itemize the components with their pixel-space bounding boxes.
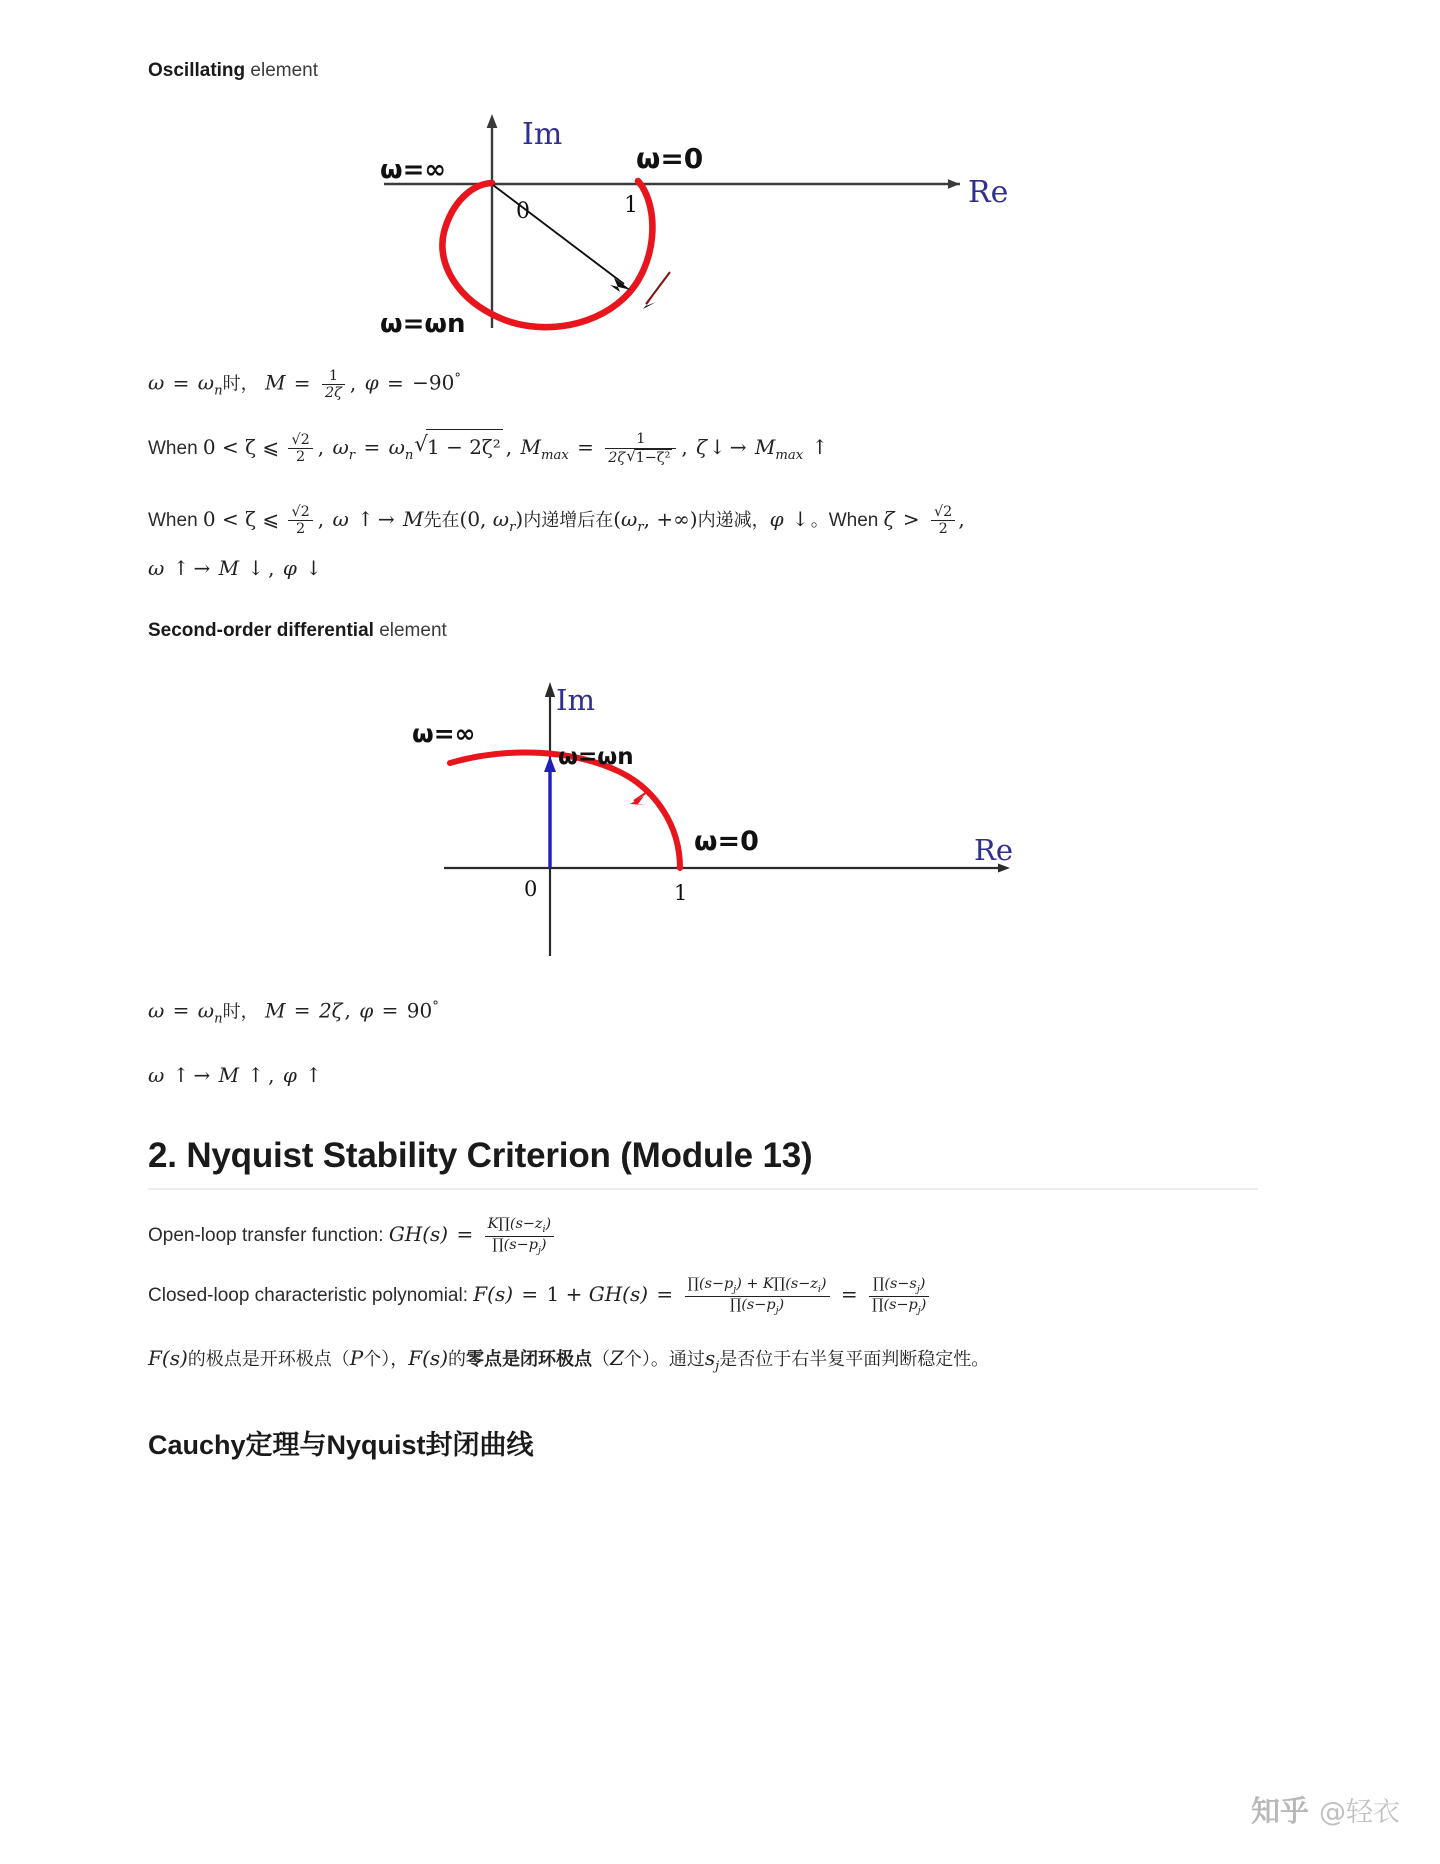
- f2-radical: [414, 429, 502, 464]
- closed-loop-fraction-2: [869, 1276, 929, 1316]
- pz-s1: (s): [161, 1346, 188, 1371]
- f3-line2-up: ↑: [166, 555, 190, 580]
- closed-loop-f1-den-sub: j: [775, 1304, 779, 1316]
- s2f2-phi: φ: [282, 1063, 297, 1088]
- pz-F2: F: [408, 1346, 423, 1371]
- nyquist-stability-criterion-heading: 2. Nyquist Stability Criterion (Module 13): [148, 1134, 1258, 1190]
- pz-sj-sub: j: [715, 1359, 720, 1375]
- open-loop-num: [485, 1216, 555, 1236]
- s2f2-comma: ,: [268, 1063, 281, 1088]
- pz-text5: 个）。通过: [623, 1349, 705, 1371]
- open-loop-den-close: ): [540, 1236, 547, 1253]
- f1-M-frac-num: 1: [328, 368, 338, 385]
- pz-F1: F: [148, 1346, 162, 1371]
- f1-phi-val: −90: [412, 370, 455, 395]
- f1-comma: ,: [349, 370, 363, 395]
- f3-line2-phi: φ: [282, 555, 297, 580]
- formula-resonant-peak: [148, 429, 1258, 473]
- s2f1-omega-n: ω: [197, 998, 215, 1023]
- closed-loop-one-plus: 1 +: [546, 1282, 589, 1307]
- f3-line2-implies: →: [193, 555, 217, 580]
- f3-interval2-open: (: [613, 506, 622, 531]
- s2f2-up1: ↑: [166, 1063, 190, 1088]
- f3-line2-M: M: [218, 555, 240, 580]
- f1-m-eq: =: [287, 370, 317, 395]
- f2-Mmax-sub: max: [540, 447, 569, 463]
- poles-zeros-explanation-paragraph: [148, 1338, 1258, 1387]
- s2f1-omega-n-sub: n: [214, 1011, 223, 1027]
- f2-omega-r-sub: r: [348, 447, 356, 463]
- f1-phi-eq: =: [380, 370, 411, 395]
- f2-radicand: 1 − 2ζ²: [426, 429, 503, 464]
- s2f2-implies: →: [193, 1063, 217, 1088]
- f3-down1: ↓: [785, 506, 809, 531]
- f1-cjk-shi: 时，: [222, 373, 259, 395]
- open-loop-transfer-function-line: [148, 1212, 1258, 1256]
- zhihu-logo: 知乎: [1250, 1794, 1309, 1828]
- s2f1-comma: ,: [344, 998, 358, 1023]
- f3-sqrt2-over-2-b: [931, 504, 955, 537]
- closed-loop-f2-den-a: ∏(s−p: [872, 1296, 918, 1313]
- open-loop-den-prod: ∏: [492, 1236, 504, 1253]
- origin-label-2: 0: [524, 876, 538, 901]
- f2-c1: ,: [317, 434, 331, 459]
- f2-den-radical: [626, 449, 672, 466]
- f3-line2-down1: ↓: [241, 555, 265, 580]
- f3-omega: ω: [332, 506, 349, 531]
- pz-text1: 的极点是开环极点（: [187, 1349, 350, 1371]
- f3-cjk2: 内递增后在: [523, 509, 614, 531]
- origin-label-1: 0: [516, 199, 530, 224]
- f2-big-frac-den-prefix: 2ζ: [608, 449, 626, 466]
- closed-loop-f1-num-a: ∏(s−p: [687, 1276, 734, 1293]
- closed-loop-f2-den-end: ): [920, 1296, 927, 1313]
- figure-oscillating-nyquist: [340, 106, 1258, 346]
- s2f1-omega: ω: [148, 998, 165, 1023]
- f3-sqrt2-over-2: [288, 504, 312, 537]
- s2f1-M: M: [264, 998, 286, 1023]
- closed-loop-f2-num-a: ∏(s−s: [872, 1276, 917, 1293]
- s2f1-cjk-shi: 时，: [222, 1001, 259, 1023]
- open-loop-eq: =: [450, 1222, 480, 1247]
- f3-when: When: [148, 509, 203, 531]
- closed-loop-f2-den-sub: j: [917, 1304, 921, 1316]
- f2-frac-den: 2: [288, 448, 312, 465]
- f3-c1: ,: [317, 506, 331, 531]
- closed-loop-eq2: =: [650, 1282, 680, 1307]
- re-axis-arrowhead: [948, 179, 960, 189]
- f3-M: M: [403, 506, 424, 531]
- f2-sqrt2-over-2: [288, 432, 312, 465]
- closed-loop-f1-num-end: ): [820, 1276, 827, 1293]
- open-loop-num-rest: (s−z: [509, 1216, 543, 1233]
- f2-c2: ,: [505, 434, 519, 459]
- s2f2-up2: ↑: [241, 1063, 265, 1088]
- f3-frac2-den: 2: [931, 520, 955, 537]
- f2-c3: ,: [681, 434, 695, 459]
- f3-c2: ,: [958, 506, 965, 531]
- f3-cjk1: 先在: [423, 509, 460, 531]
- re-axis-label-1: Re: [968, 175, 1009, 210]
- pz-sj: s: [704, 1346, 716, 1371]
- omega-infinity-label-1: ω=∞: [380, 155, 447, 185]
- s2f2-omega: ω: [148, 1063, 165, 1088]
- im-axis-label-2: Im: [556, 682, 595, 717]
- oscillating-element-heading-rest: element: [245, 60, 319, 81]
- closed-loop-f2-num-sub: j: [916, 1284, 920, 1296]
- s2f1-phi: φ: [359, 998, 374, 1023]
- pz-text4: （: [592, 1349, 610, 1371]
- f2-den-radicand: 1−ζ²: [635, 449, 671, 466]
- f1-omega-n: ω: [197, 370, 215, 395]
- pz-text2: 个），: [363, 1349, 409, 1371]
- pz-text3: 的: [448, 1349, 466, 1371]
- f2-big-frac-num: 1: [636, 431, 646, 448]
- pz-Z: Z: [610, 1346, 624, 1371]
- f3-interval1-omega-r-sub: r: [509, 519, 516, 535]
- s2f1-m-eq: =: [287, 998, 317, 1023]
- open-loop-num-prod: ∏: [498, 1216, 510, 1233]
- open-loop-num-sub: i: [542, 1224, 546, 1236]
- direction-tick-line: [646, 272, 670, 304]
- f2-eq2: =: [570, 434, 601, 459]
- f3-frac-num: √2: [291, 504, 310, 521]
- f2-omega-r: ω: [332, 434, 349, 459]
- f1-degree: °: [454, 371, 461, 386]
- f3-interval1-omega-r: ω: [492, 506, 510, 531]
- f1-phi: φ: [364, 370, 379, 395]
- f1-omega: ω: [148, 370, 165, 395]
- open-loop-fraction: [485, 1216, 555, 1256]
- s2f1-phi-val: 90: [406, 998, 433, 1023]
- open-loop-GH: GH: [388, 1222, 423, 1247]
- closed-loop-GH-of-s: (s): [622, 1282, 649, 1307]
- f3-line2-down2: ↓: [298, 555, 323, 580]
- f2-range: 0 < ζ ⩽: [202, 434, 286, 459]
- closed-loop-f1-den-end: ): [778, 1296, 785, 1313]
- open-loop-num-close: ): [545, 1216, 552, 1233]
- f3-interval2-rest: , +∞): [643, 506, 698, 531]
- closed-loop-f1-num-sub2: i: [817, 1284, 821, 1296]
- f2-omega-n: ω: [388, 434, 405, 459]
- document-content: [148, 0, 1258, 1463]
- f2-omega-n-sub: n: [404, 447, 414, 463]
- f3-line2-omega: ω: [148, 555, 165, 580]
- s2f1-m-val: 2ζ: [318, 998, 343, 1023]
- open-loop-label: Open-loop transfer function:: [148, 1225, 389, 1247]
- f3-range: 0 < ζ ⩽: [202, 506, 286, 531]
- s2f1-phi-eq: =: [375, 998, 405, 1023]
- f3-gt: >: [896, 506, 926, 531]
- pz-P: P: [349, 1346, 364, 1371]
- closed-loop-fraction-1: [685, 1276, 830, 1316]
- f3-frac-den: 2: [288, 520, 312, 537]
- omega-infinity-label-2: ω=∞: [412, 718, 476, 748]
- f2-Mmax2: M: [754, 434, 776, 459]
- f2-eq1: =: [357, 434, 387, 459]
- closed-loop-f1-num-mid: ) + K∏(s−z: [736, 1276, 818, 1293]
- oscillating-element-heading-bold: Oscillating: [148, 60, 246, 81]
- open-loop-den-rest: (s−p: [503, 1236, 538, 1253]
- second-order-heading-rest: element: [373, 619, 447, 641]
- unit-label-2: 1: [674, 880, 688, 905]
- f2-up-arrow: ↑: [805, 434, 829, 459]
- second-order-differential-heading: [148, 618, 1258, 644]
- formula-monotonicity: [148, 499, 1258, 588]
- closed-loop-f1-num: [685, 1276, 830, 1296]
- closed-loop-f1-den: [685, 1296, 830, 1317]
- formula-second-order-monotonicity: [148, 1058, 1258, 1092]
- f2-big-frac-den: [605, 448, 676, 466]
- f3-line2-comma: ,: [268, 555, 281, 580]
- open-loop-num-K: K: [487, 1216, 499, 1233]
- closed-loop-f1-den-a: ∏(s−p: [729, 1296, 776, 1313]
- f3-cjk3: 内递减，: [697, 509, 770, 531]
- f3-interval2-omega-r: ω: [621, 506, 638, 531]
- f2-down-arrow: ↓: [708, 434, 726, 459]
- pz-bold-zeros-are-closed-loop-poles: 零点是闭环极点: [466, 1349, 592, 1371]
- f1-M: M: [264, 370, 286, 395]
- s2f1-degree: °: [432, 998, 439, 1014]
- closed-loop-eq3: =: [834, 1282, 865, 1307]
- f3-implies: →: [377, 506, 402, 531]
- figure-second-order-nyquist: [398, 668, 1258, 978]
- f3-interval2-omega-r-sub: r: [637, 519, 644, 535]
- closed-loop-f2-num-end: ): [919, 1276, 926, 1293]
- closed-loop-f2-num: [869, 1276, 929, 1296]
- pz-text6: 是否位于右半复平面判断稳定性。: [719, 1349, 990, 1371]
- f3-interval1-close: ): [515, 506, 524, 531]
- f1-eq: =: [166, 370, 196, 395]
- f2-Mmax: M: [520, 434, 541, 459]
- f1-M-frac-den: 2ζ: [322, 384, 345, 401]
- s2f2-up3: ↑: [298, 1063, 323, 1088]
- nyquist-curve-oscillating: [442, 181, 652, 327]
- closed-loop-f1-num-sub: j: [733, 1284, 737, 1296]
- f1-omega-n-sub: n: [214, 383, 223, 399]
- im-axis-arrowhead-2: [545, 682, 555, 697]
- f3-frac2-num: √2: [933, 504, 953, 521]
- closed-loop-F: F: [473, 1282, 488, 1307]
- f3-phi: φ: [769, 506, 784, 531]
- watermark-handle: @轻衣: [1319, 1797, 1400, 1828]
- closed-loop-of-s: (s): [487, 1282, 514, 1307]
- pz-s2: (s): [422, 1346, 448, 1371]
- closed-loop-eq1: =: [515, 1282, 545, 1307]
- f3-cjk4: 。: [810, 509, 829, 531]
- im-axis-label-1: Im: [522, 117, 563, 152]
- f2-when: When: [148, 437, 203, 459]
- figure-second-order-nyquist-svg: [398, 668, 1078, 978]
- f3-up1: ↑: [350, 506, 374, 531]
- f3-when2: When: [828, 509, 884, 531]
- watermark: [1251, 1789, 1400, 1830]
- unit-label-1: 1: [624, 193, 638, 218]
- omega-zero-label-1: ω=0: [636, 142, 704, 175]
- omega-n-label-2: ω=ωn: [558, 743, 634, 770]
- second-order-heading-bold: Second-order differential: [148, 619, 374, 641]
- open-loop-of-s: (s): [422, 1222, 449, 1247]
- omega-n-label-1: ω=ωn: [380, 309, 466, 339]
- blue-vector-arrowhead: [544, 756, 556, 772]
- f2-Mmax2-sub: max: [775, 447, 804, 463]
- formula-second-order-magnitude-phase: [148, 990, 1258, 1037]
- f1-M-fraction: [322, 368, 345, 401]
- cauchy-theorem-subheading: Cauchy定理与Nyquist封闭曲线: [148, 1430, 534, 1461]
- f3-interval1-open: (0,: [459, 506, 493, 531]
- open-loop-den: [485, 1236, 555, 1257]
- closed-loop-characteristic-polynomial-line: [148, 1272, 1258, 1316]
- formula-oscillating-magnitude-phase: [148, 362, 1258, 409]
- omega-zero-label-2: ω=0: [694, 825, 759, 857]
- closed-loop-f2-den: [869, 1296, 929, 1317]
- oscillating-element-heading: [148, 58, 1258, 84]
- closed-loop-label: Closed-loop characteristic polynomial:: [148, 1285, 474, 1307]
- f2-zeta: ζ: [696, 434, 707, 459]
- s2f2-M: M: [218, 1063, 240, 1088]
- closed-loop-GH: GH: [588, 1282, 623, 1307]
- re-axis-label-2: Re: [974, 832, 1013, 867]
- im-axis-arrowhead: [487, 114, 498, 128]
- open-loop-den-sub: j: [537, 1244, 541, 1256]
- f2-implies: →: [729, 434, 753, 459]
- f3-zeta2: ζ: [883, 506, 895, 531]
- f2-Mmax-fraction: [605, 431, 676, 465]
- f2-frac-num: √2: [291, 432, 310, 449]
- figure-oscillating-nyquist-svg: [340, 106, 1030, 346]
- s2f1-eq: =: [166, 998, 196, 1023]
- phasor-arrow-line: [493, 185, 624, 284]
